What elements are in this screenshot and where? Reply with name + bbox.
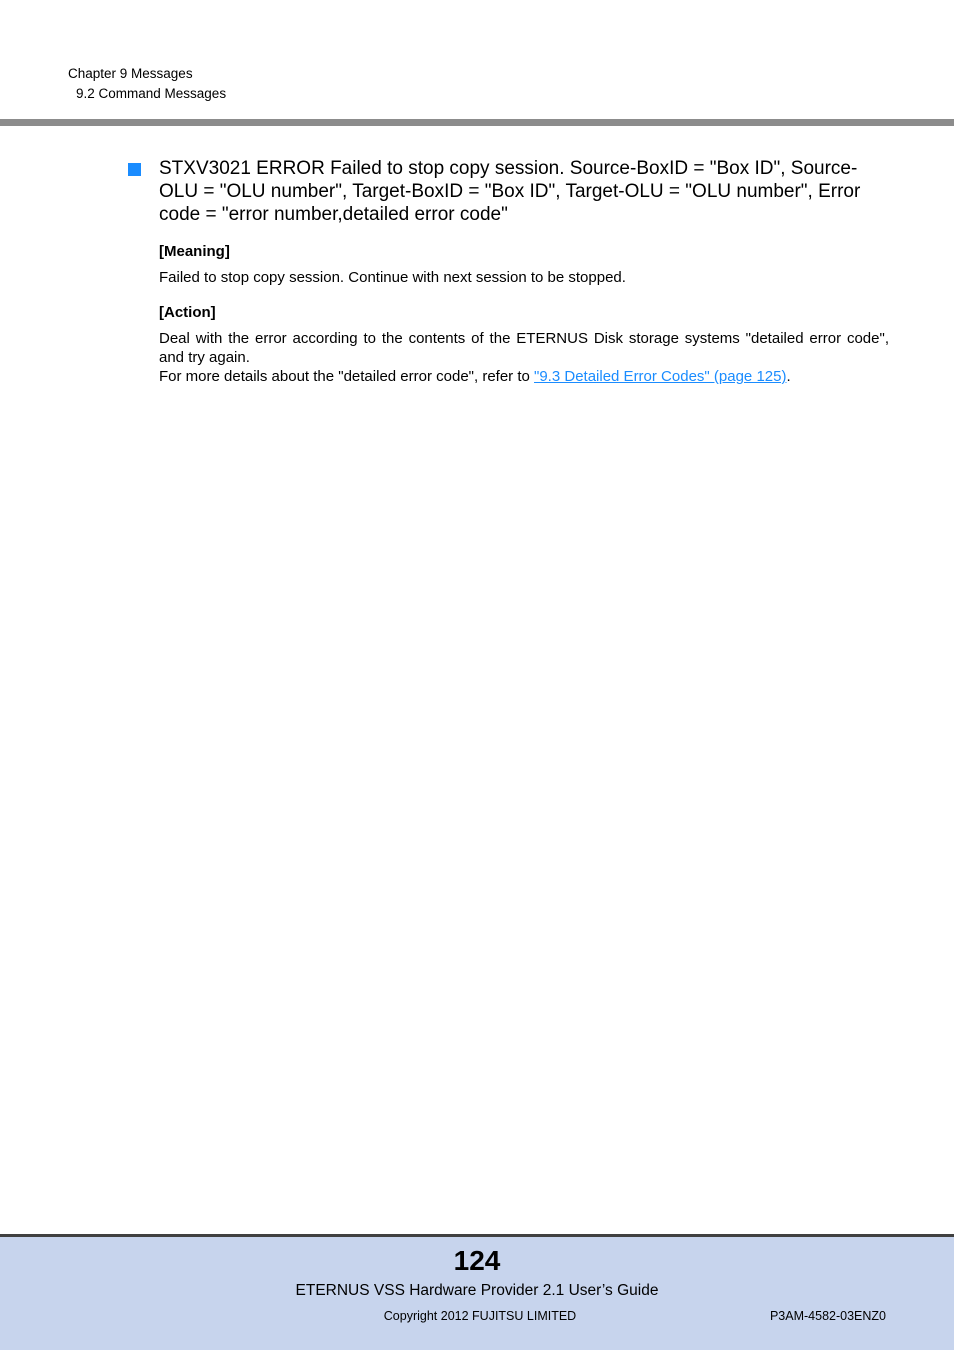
- guide-title: ETERNUS VSS Hardware Provider 2.1 User’s Guide: [295, 1282, 659, 1299]
- footer-rule: [0, 1234, 954, 1237]
- message-title: STXV3021 ERROR Failed to stop copy session. Source-BoxID = "Box ID", Source-OLU = "OLU number", Target-BoxID = "Box ID", Target-OLU = "OLU number", Error code = "error number,detailed error code": [159, 158, 861, 225]
- meaning-text: Failed to stop copy session. Continue with next session to be stopped.: [159, 269, 626, 286]
- message-section: [159, 157, 889, 386]
- page-number: 124: [453, 1245, 501, 1276]
- breadcrumb: [68, 64, 226, 104]
- action-text: Deal with the error according to the contents of the ETERNUS Disk storage systems "detailed error code", and try again.: [159, 330, 889, 366]
- action-more: [159, 367, 889, 386]
- action-heading: [Action]: [159, 304, 216, 321]
- square-bullet-icon: [128, 163, 141, 176]
- header-rule: [0, 119, 954, 126]
- detailed-error-codes-link[interactable]: "9.3 Detailed Error Codes" (page 125): [534, 368, 787, 385]
- copyright: Copyright 2012 FUJITSU LIMITED: [383, 1309, 577, 1323]
- action-more-suffix: .: [786, 368, 791, 385]
- meaning-heading: [Meaning]: [159, 243, 230, 260]
- breadcrumb-chapter: Chapter 9 Messages: [68, 66, 193, 81]
- action-more-prefix: For more details about the "detailed error code", refer to: [159, 368, 535, 385]
- doc-code: P3AM-4582-03ENZ0: [769, 1309, 886, 1323]
- breadcrumb-section: 9.2 Command Messages: [76, 86, 227, 101]
- footer: [0, 1234, 954, 1350]
